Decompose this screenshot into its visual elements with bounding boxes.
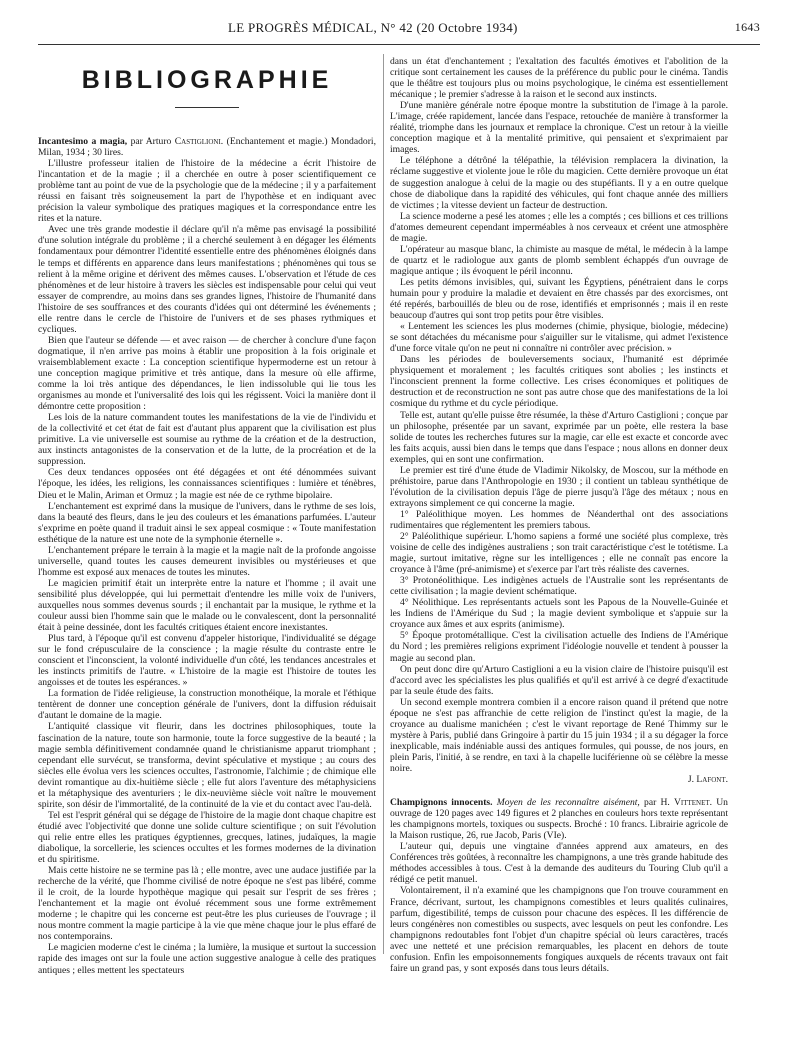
journal-title: LE PROGRÈS MÉDICAL, N° 42 (20 Octobre 1934) xyxy=(228,20,518,35)
review-entry-heading xyxy=(38,136,376,158)
paragraph: L'auteur qui, depuis une vingtaine d'années apprend aux amateurs, en des Conférences très goûtées, à reconnaître les champignons, a une très grande habitude des méthodes accessibles à tous. C'est à la demande des auditeurs du Touring Club qu'il a rédigé ce petit manuel. xyxy=(390,841,728,886)
paragraph: On peut donc dire qu'Arturo Castiglioni a eu la vision claire de l'histoire puisqu'il est d'accord avec les spécialistes les plus qualifiés et qu'il est arrivé à ce degré d'exactitude par la seule étude des faits. xyxy=(390,663,728,697)
paragraph: Telle est, autant qu'elle puisse être résumée, la thèse d'Arturo Castiglioni ; conçue par un philosophe, présentée par un savant, exprimée par un poète, elle restera la base solide de toutes les recherches futures sur la magie, car elle est exacte et concorde avec les faits acquis, aussi bien dans le temps que dans l'espace ; nous allons en donner deux exemples, qui en sont une confirmation. xyxy=(390,409,728,465)
section-title: BIBLIOGRAPHIE xyxy=(81,66,333,94)
paragraph: Bien que l'auteur se défende — et avec raison — de chercher à conclure d'une façon dogmatique, il n'en arrive pas moins à établir une proposition à la fois originale et vraisemblablement exacte : La conception scientifique hypermoderne est un retour à une conception magique primitive et très antique, dans la mesure où elle affirme, comme la loi très antique des dépendances, le lien indissoluble qui lie tous les organismes au monde et l'universalité des lois qui les régissent. Voici la manière dont il démontre cette proposition : xyxy=(38,334,376,413)
paragraph: L'opérateur au masque blanc, la chimiste au masque de métal, le médecin à la lampe de quartz et le radiologue aux gants de plomb semblent échappés d'un ouvrage de magique antique ; ils évoquent le péril inconnu. xyxy=(390,243,728,277)
book-subtitle: Moyen de les reconnaître aisément, xyxy=(496,797,640,809)
signature-name: J. Lafont. xyxy=(687,774,728,786)
paragraph: Un second exemple montrera combien il a encore raison quand il prétend que notre époque ne s'est pas affranchie de cette religion de l'instinct qu'est la magie, de la croyance au dualisme manichéen ; c'est le vivant reportage de René Thimmy sur le mystère à Paris, publié dans Gringoire à partir du 15 juin 1934 ; il a su dégager la force inexplicable, mais indéniable aussi des antiques formules, qui pousse, de nos jours, en plein Paris, l'initié, à se rendre, en taxi à la chapelle luciférienne où se célèbre la messe noire. xyxy=(390,696,728,774)
paragraph: L'enchantement prépare le terrain à la magie et la magie naît de la profonde angoisse universelle, quand toutes les causes demeurent invisibles ou mystérieuses et que l'homme est exposé aux menaces de toutes les minutes. xyxy=(38,544,376,578)
paragraph: 5° Époque protométallique. C'est la civilisation actuelle des Indiens de l'Amérique du Nord ; les premières religions expriment l'idéologie nouvelle et tendent à pousser la magie au second plan. xyxy=(390,630,728,664)
header-rule xyxy=(38,44,760,45)
paragraph: Mais cette histoire ne se termine pas là ; elle montre, avec une audace justifiée par la recherche de la vérité, que l'homme civilisé de notre époque ne s'est pas libéré, comme il le croit, de la lourde hypothèque magique qui pesait sur l'esprit de ses frères ; l'enchantement et la magie ont évolué récemment sous une forme extrêmement moderne ; le chapitre qui les concerne est peut-être les plus curieuses de l'ouvrage ; il nous montre comment la magie participe à la vie que mène chaque jour le plus effaré de nos contemporains. xyxy=(38,865,376,943)
paragraph: 4° Néolithique. Les représentants actuels sont les Papous de la Nouvelle-Guinée et les Indiens de l'Amérique du Sud ; la magie devient symbolique et s'appuie sur la croyance aux âmes et aux esprits (animisme). xyxy=(390,597,728,631)
journal-page xyxy=(38,0,760,1061)
right-column xyxy=(390,56,728,974)
paragraph: « Lentement les sciences les plus modernes (chimie, physique, biologie, médecine) se sont détachées du mécanisme pour s'aiguiller sur le vitalisme, qui admet l'existence d'une force vitale qu'on ne peut ni connaître ni contrôler avec précision. » xyxy=(390,321,728,355)
book-title: Champignons innocents. xyxy=(390,797,493,809)
paragraph: Plus tard, à l'époque qu'il est convenu d'appeler historique, l'individualité se dégage sur le fond crépusculaire de la conscience ; la magie résulte du contraste entre le conscient et l'inconscient, la volonté individuelle d'un côté, les tendances ancestrales et les instincts primitifs de l'autre. « L'histoire de la magie est l'histoire de toutes les angoisses et de toutes les espérances. » xyxy=(38,633,376,689)
paragraph: L'antiquité classique vit fleurir, dans les doctrines philosophiques, toute la fascination de la nature, toute son harmonie, toute la force suggestive de la beauté ; la magie sembla définitivement condamnée quand le christianisme apparut triomphant ; cependant elle survécut, se transforma, devint spéculative et mystique ; au cours des siècles elle évolua vers les sciences occultes, l'astronomie, l'alchimie ; de chimique elle devint romantique au dix-huitième siècle ; elle fut alors l'aventure des métaphysiciens et la métaphysique des aventuriers ; le dix-neuvième siècle voit naître le mouvement spirite, son désir de l'immortalité, de la continuité de la vie et du contact avec l'au-delà. xyxy=(38,721,376,810)
paragraph: Tel est l'esprit général qui se dégage de l'histoire de la magie dont chaque chapitre est étudié avec l'objectivité que donne une solide culture scientifique ; on suit l'évolution qui relie entre elles les pratiques égyptiennes, grecques, latines, judaïques, la magie diabolique, la sorcellerie, les sciences occultes et les formes modernes de la divination et du spiritisme. xyxy=(38,809,376,866)
book-details: Un ouvrage de 120 pages avec 149 figures et 2 planches en couleurs hors texte représentant les champignons mortels, toxiques ou suspects. Broché : 10 francs. Librairie agricole de la Maison rustique, 26, rue Jacob, Paris (VIe). xyxy=(390,797,728,842)
paragraph: dans un état d'enchantement ; l'exaltation des facultés émotives et l'abolition de la critique sont certainement les causes de la préférence du public pour le cinéma. Tandis que le théâtre est toujours plus ou moins psychologique, le cinéma est essentiellement mécanique ; le premier s'adresse à la raison et le second aux instincts. xyxy=(390,56,728,101)
paragraph: Avec une très grande modestie il déclare qu'il n'a même pas envisagé la possibilité d'une solution intégrale du problème ; il a cherché seulement à en dégager les éléments fondamentaux pour démontrer l'identité essentielle entre des phénomènes éloignés dans le temps et différents en apparence dans leurs manifestations ; phénomènes qui tous se relient à la même origine et dérivent des mêmes causes. L'observation et l'étude de ces phénomènes et de leur histoire à travers les siècles est indispensable pour celui qui veut essayer de comprendre, au moins dans ses grandes lignes, l'histoire de l'humanité dans l'histoire de ses souffrances et des courants d'idées qui ont déterminé les événements ; elle rentre dans le cercle de l'histoire de l'univers et de ses phases rythmiques et cycliques. xyxy=(38,224,376,335)
paragraph: Les lois de la nature commandent toutes les manifestations de la vie de l'individu et de la collectivité et cet état de fait est d'autant plus apparent que la civilisation est plus primitive. La vie universelle est soumise au rythme de la création et de la destruction, aux instincts antagonistes de la conservation et de la lutte, de la procréation et de la suppression. xyxy=(38,412,376,468)
paragraph: Les petits démons invisibles, qui, suivant les Égyptiens, pénétraient dans le corps humain pour y produire la maladie et devaient en être chassés par des exorcismes, ont été repérés, barbouillés de bleu ou de rose, identifiés et emprisonnés ; mais il en reste beaucoup d'autres qui sont trop petits pour être visibles. xyxy=(390,276,728,322)
author-prefix: par Arturo xyxy=(130,136,172,147)
paragraph: Dans les périodes de bouleversements sociaux, l'humanité est déprimée physiquement et moralement ; les facultés critiques sont abolies ; les instincts et l'inconscient prennent la forme collective. Les crises économiques et politiques de destruction et de reconstruction ne sont pas autre chose que des manifestations de la loi cosmique du rythme et du cycle périodique. xyxy=(390,354,728,410)
paragraph: La formation de l'idée religieuse, la construction monothéique, la morale et l'éthique tentèrent de donner une conception générale de l'univers, dont la diffusion réduisait d'autant le domaine de la magie. xyxy=(38,688,376,722)
reviewer-signature xyxy=(390,774,728,785)
running-head xyxy=(38,20,760,38)
paragraph: L'enchantement est exprimé dans la musique de l'univers, dans le rythme de ses lois, dans la beauté des fleurs, dans le jeu des couleurs et les émanations parfumées. L'auteur s'exprime en poète quand il traduit ainsi le sex appeal cosmique : « Toute manifestation esthétique de la nature est une note de la symphonie éternelle ». xyxy=(38,500,376,545)
book-author: Castiglioni. xyxy=(174,136,224,147)
title-rule xyxy=(175,107,239,108)
book-details: (Enchantement et magie.) Mondadori, Milan, 1934 ; 30 lires. xyxy=(38,136,376,159)
paragraph: Ces deux tendances opposées ont été dégagées et ont été dénommées suivant l'époque, les idées, les religions, les connaissances scientifiques : lumière et ténèbres, Dieu et le Malin, Ariman et Ormuz ; la magie est née de ce rythme bipolaire. xyxy=(38,467,376,501)
page-number: 1643 xyxy=(734,20,760,34)
paragraph: 2° Paléolithique supérieur. L'homo sapiens a formé une société plus complexe, très voisine de celle des indigènes australiens ; son trait caractéristique c'est le totétisme. La magie, surtout imitative, règne sur les intelligences ; elle ne connaît pas encore la croyance à l'âme (pré-animisme) et s'exerce par l'art très réaliste des cavernes. xyxy=(390,531,728,576)
paragraph: Le magicien primitif était un interprète entre la nature et l'homme ; il avait une sensibilité plus développée, qui lui permettait d'entendre les mille voix de l'univers, auxquelles nous sommes devenus sourds ; il enchantait par la musique, le rythme et la couleur aussi bien l'homme sain que le malade ou le convalescent, dont la personnalité était à peine dessinée, dont les facultés critiques étaient encore inexistantes. xyxy=(38,577,376,634)
author-prefix: par H. xyxy=(644,797,670,809)
book-author: Vittenet. xyxy=(673,797,713,809)
paragraph: L'illustre professeur italien de l'histoire de la médecine a écrit l'histoire de l'incantation et de la magie ; il a cherchée en outre à poser scientifiquement ce problème tant au point de vue de la psychologie que de la médecine ; il y a parfaitement réussi en faisant très soigneusement la part de l'hypothèse et en indiquant avec précision la valeur symbolique des pratiques magiques et la correspondance entre les rites et la nature. xyxy=(38,158,376,225)
paragraph: Le premier est tiré d'une étude de Vladimir Nikolsky, de Moscou, sur la méthode en préhistoire, parue dans l'Anthropologie en 1930 ; il contient un tableau synthétique de l'évolution de la civilisation depuis l'âge de pierre jusqu'à l'âge des métaux ; nous en extrayons simplement ce qui concerne la magie. xyxy=(390,464,728,509)
paragraph: 3° Protonéolithique. Les indigènes actuels de l'Australie sont les représentants de cette civilisation ; la magie devient schématique. xyxy=(390,575,728,598)
paragraph: La science moderne a pesé les atomes ; elle les a comptés ; ces billions et ces trillions d'atomes demeurent cependant imperméables à nos cerveaux et créent une atmosphère de magie. xyxy=(390,210,728,244)
paragraph: Le téléphone a détrôné la télépathie, la télévision remplacera la divination, la réclame suggestive et violente joue le rôle du magicien. Cette dernière provoque un état de suggestion analogue à celui de la magie ou des stupéfiants. Il y a en outre quelque chose de diabolique dans la rapidité des véhicules, qui font chaque année des milliers de victimes ; la vitesse devient un facteur de destruction. xyxy=(390,155,728,211)
column-divider xyxy=(383,54,384,954)
review-entry-heading xyxy=(390,797,728,841)
book-title: Incantesimo a magia, xyxy=(38,136,128,147)
paragraph: Volontairement, il n'a examiné que les champignons que l'on trouve couramment en France, décrivant, surtout, les champignons comestibles et leurs qualités culinaires, parfum, digestibilité, temps de cuisson pour chacune des espèces. Il les différencie de leurs congénères non comestibles ou suspects, avec lesquels on peut les confondre. Les champignons redoutables font l'objet d'un chapitre spécial où leurs caractères, tracés avec une netteté et une précision remarquables, les placent en dehors de toute confusion. Enfin les empoisonnements fongiques auxquels de récents travaux ont fait faire un grand pas, y sont exposés dans tous leurs détails. xyxy=(390,885,728,974)
left-column xyxy=(38,54,376,976)
paragraph: 1° Paléolithique moyen. Les hommes de Néanderthal ont des associations rudimentaires que réglementent les premiers tabous. xyxy=(390,508,728,531)
paragraph: Le magicien moderne c'est le cinéma ; la lumière, la musique et surtout la succession rapide des images ont sur la foule une action suggestive analogue à celle des pratiques antiques ; elles mettent les spectateurs xyxy=(38,942,376,976)
paragraph: D'une manière générale notre époque montre la substitution de l'image à la parole. L'image, créée rapidement, lancée dans l'espace, retouchée de manière à transformer la réalité, triomphe dans les journaux et remplace la chronique. C'est un retour à la vieille conception magique et à la mentalité primitive, qui pensaient et s'exprimaient par images. xyxy=(390,100,728,156)
